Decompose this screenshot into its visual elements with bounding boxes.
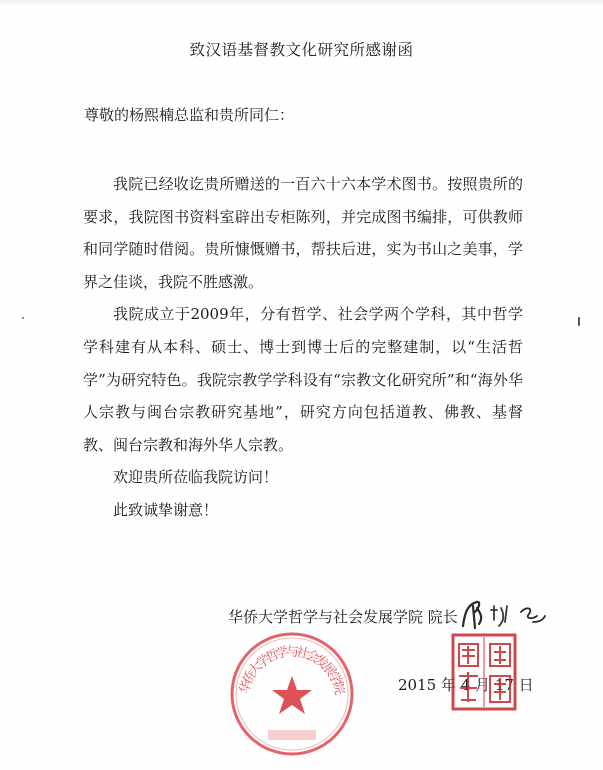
handwritten-signature <box>455 596 555 636</box>
seal-star-icon <box>272 676 312 714</box>
seal-text: 华侨大学哲学与社会发展学院 <box>237 644 347 697</box>
letter-title: 致汉语基督教文化研究所感谢函 <box>189 41 414 59</box>
scan-speck <box>22 317 24 319</box>
letter-body <box>83 168 523 527</box>
salutation: 尊敬的杨熙楠总监和贵所同仁： <box>84 106 295 124</box>
paragraph-acknowledgement: 我院已经收讫贵所赠送的一百六十六本学术图书。按照贵所的要求，我院图书资料室辟出专柜陈列，并完成图书编排，可供教师和同学随时借阅。贵所慷慨赠书，帮扶后进，实为书山之美事，学界之佳谈，我院不胜感激。 <box>83 175 523 291</box>
round-official-seal <box>228 630 356 758</box>
scan-edge <box>0 0 603 6</box>
paragraph-introduction: 我院成立于2009年，分有哲学、社会学两个学科，其中哲学学科建有从本科、硕士、博士到博士后的完整建制，以“生活哲学”为研究特色。我院宗教学学科设有“宗教文化研究所”和“海外华人宗教与闽台宗教研究基地”，研究方向包括道教、佛教、基督教、闽台宗教和海外华人宗教。 <box>83 305 523 454</box>
scan-speck <box>578 317 580 326</box>
square-name-stamp <box>450 632 518 712</box>
paragraph-closing: 此致诚挚谢意！ <box>113 500 219 519</box>
signature-line: 华侨大学哲学与社会发展学院 院长 <box>228 608 458 626</box>
letter-date: 2015 年 4 月 17 日 <box>398 676 534 694</box>
paragraph-invitation: 欢迎贵所莅临我院访问！ <box>113 468 279 487</box>
